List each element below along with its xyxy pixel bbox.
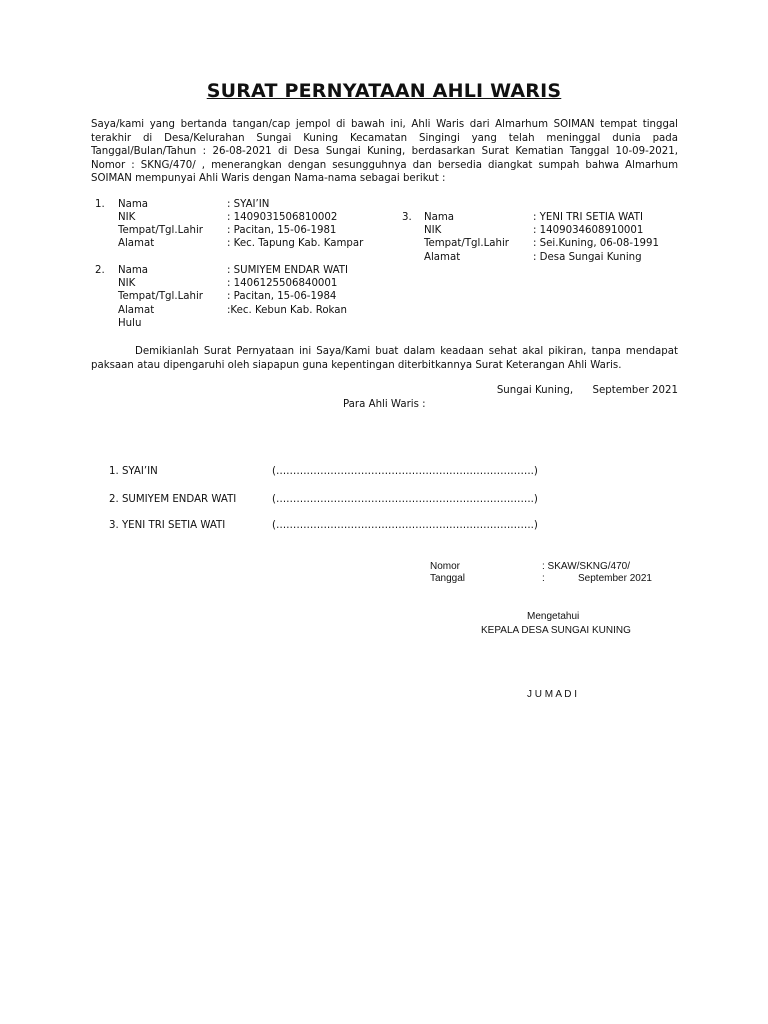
label-alamat: Alamat [424, 252, 461, 263]
label-nik: NIK [118, 212, 136, 223]
label-nama: Nama [424, 212, 455, 223]
closing-paragraph [91, 345, 678, 372]
para-ahli-waris-heading: Para Ahli Waris : [343, 399, 426, 410]
heir-ttl: : Pacitan, 15-06-1981 [227, 225, 337, 236]
intro-line: Tanggal/Bulan/Tahun : 26-08-2021 di Desa Sungai Kuning, berdasarkan Surat Kematian Tanggal 10-09-2021, [91, 146, 678, 158]
heir-nik: : 1406125506840001 [227, 278, 338, 289]
heir-number: 1. [95, 199, 105, 210]
heir-alamat: :Kec. Kebun Kab. Rokan [227, 305, 347, 316]
tanggal-value: September 2021 [578, 573, 652, 584]
label-ttl: Tempat/Tgl.Lahir [118, 225, 203, 236]
label-alamat: Alamat [118, 238, 155, 249]
signature-line: (………………………………………………………………….) [272, 494, 538, 505]
place-date: Sungai Kuning, September 2021 [496, 385, 678, 396]
intro-paragraph [91, 118, 678, 186]
document-title: SURAT PERNYATAAN AHLI WARIS [206, 80, 562, 102]
heir-name: : SUMIYEM ENDAR WATI [227, 265, 349, 276]
signer-name: J U M A D I [527, 689, 578, 700]
heir-name: : YENI TRI SETIA WATI [533, 212, 643, 223]
label-nik: NIK [424, 225, 442, 236]
intro-line: Saya/kami yang bertanda tangan/cap jempol di bawah ini, Ahli Waris dari Almarhum SOIMAN tempat tinggal [91, 119, 678, 130]
heir-ttl: : Sei.Kuning, 06-08-1991 [533, 238, 659, 249]
label-ttl: Tempat/Tgl.Lahir [118, 291, 203, 302]
signature-label: 3. YENI TRI SETIA WATI [109, 520, 226, 531]
label-alamat: Alamat [118, 305, 155, 316]
tanggal-label: Tanggal [430, 573, 466, 584]
label-nik: NIK [118, 278, 136, 289]
heir-number: 2. [95, 265, 105, 276]
label-nama: Nama [118, 199, 149, 210]
nomor-label: Nomor [430, 561, 461, 572]
heir-alamat: : Kec. Tapung Kab. Kampar [227, 238, 364, 249]
signature-label: 2. SUMIYEM ENDAR WATI [109, 494, 237, 505]
heir-alamat-continued: Hulu [118, 318, 142, 329]
heir-name: : SYAI’IN [227, 199, 270, 210]
mengetahui-text: Mengetahui [527, 611, 580, 622]
intro-line: terakhir di Desa/Kelurahan Sungai Kuning Kecamatan Singingi yang telah meninggal dunia pada [91, 132, 678, 144]
signature-label: 1. SYAI’IN [109, 466, 158, 477]
heir-ttl: : Pacitan, 15-06-1984 [227, 291, 337, 302]
intro-line: SOIMAN mempunyai Ahli Waris dengan Nama-nama sebagai berikut : [91, 173, 446, 185]
heir-number: 3. [402, 212, 412, 223]
signature-line: (………………………………………………………………….) [272, 520, 538, 531]
closing-line: Demikianlah Surat Pernyataan ini Saya/Kami buat dalam keadaan sehat akal pikiran, tanpa mendapat [135, 346, 678, 357]
tanggal-colon: : [542, 573, 545, 584]
kepala-desa-title: KEPALA DESA SUNGAI KUNING [481, 625, 631, 636]
heir-nik: : 1409034608910001 [533, 225, 644, 236]
closing-line: paksaan atau dipengaruhi oleh siapapun guna kepentingan diterbitkannya Surat Keterangan Ahli Waris. [91, 359, 622, 371]
label-nama: Nama [118, 265, 149, 276]
nomor-value: : SKAW/SKNG/470/ [542, 561, 630, 572]
intro-line: Nomor : SKNG/470/ , menerangkan dengan sesungguhnya dan bersedia diangkat sumpah bahwa Almarhum [91, 159, 678, 171]
heir-alamat: : Desa Sungai Kuning [533, 252, 642, 263]
signature-line: (………………………………………………………………….) [272, 466, 538, 477]
label-ttl: Tempat/Tgl.Lahir [424, 238, 509, 249]
heir-nik: : 1409031506810002 [227, 212, 338, 223]
